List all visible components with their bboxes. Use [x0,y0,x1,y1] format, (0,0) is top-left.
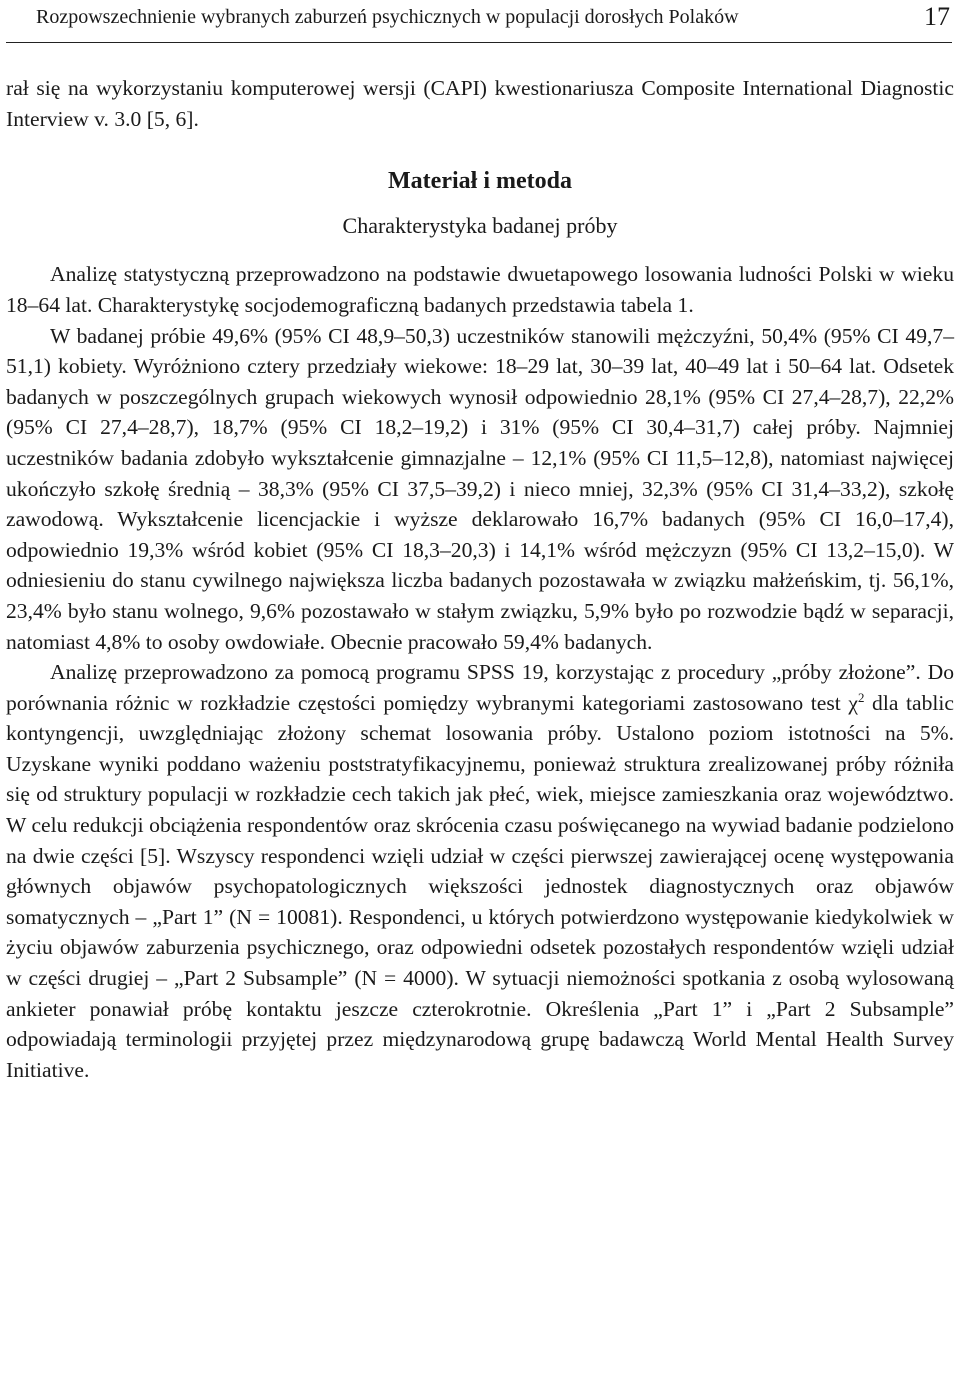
page-body [6,73,954,1085]
paragraph-3-part-a: Analizę przeprowadzono za pomocą programu SPSS 19, korzystając z procedury „próby złożone”. Do porównania różnic w rozkładzie częstości pomiędzy wybranymi kategoriami zastosowano test χ [6,660,954,715]
chi-square-superscript: 2 [857,689,865,705]
intro-paragraph: rał się na wykorzystaniu komputerowej wersji (CAPI) kwestionariusza Composite International Diagnostic Interview v. 3.0 [5, 6]. [6,76,954,131]
paragraph-2: W badanej próbie 49,6% (95% CI 48,9–50,3) uczestników stanowili mężczyźni, 50,4% (95% CI 49,7–51,1) kobiety. Wyróżniono cztery przedziały wiekowe: 18–29 lat, 30–39 lat, 40–49 lat i 50–64 lat. Odsetek badanych w poszczególnych grupach wiekowych wynosił odpowiednio 28,1% (95% CI 27,4–28,7), 22,2% (95% CI 27,4–28,7), 18,7% (95% CI 18,2–19,2) i 31% (95% CI 30,4–31,7) całej próby. Najmniej uczestników badania zdobyło wykształcenie gimnazjalne – 12,1% (95% CI 11,5–12,8), natomiast najwięcej ukończyło szkołę średnią – 38,3% (95% CI 37,5–39,2) i nieco mniej, 32,3% (95% CI 31,4–33,2), szkołę zawodową. Wykształcenie licencjackie i wyższe deklarowało 16,7% badanych (95% CI 16,0–17,4), odpowiednio 19,3% wśród kobiet (95% CI 18,3–20,3) i 14,1% wśród mężczyzn (95% CI 13,2–15,0). W odniesieniu do stanu cywilnego największa liczba badanych pozostawała w związku małżeńskim, tj. 56,1%, 23,4% było stanu wolnego, 9,6% pozostawało w stałym związku, 5,9% było po rozwodzie bądź w separacji, natomiast 4,8% to osoby owdowiałe. Obecnie pracowało 59,4% badanych. [6,323,954,654]
paragraph-1: Analizę statystyczną przeprowadzono na podstawie dwuetapowego losowania ludności Polski w wieku 18–64 lat. Charakterystykę socjodemograficzną badanych przedstawia tabela 1. [6,262,954,317]
paragraph-3 [6,657,954,1085]
running-title: Rozpowszechnienie wybranych zaburzeń psychicznych w populacji dorosłych Polaków [36,6,739,28]
paragraph-3-part-b: dla tablic kontyngencji, uwzględniając złożony schemat losowania próby. Ustalono poziom istotności na 5%. Uzyskane wyniki poddano ważeniu poststratyfikacyjnemu, ponieważ struktura zrealizowanej próby różniła się od struktury populacji w rozkładzie cech takich jak płeć, wiek, miejsce zamieszkania oraz województwo. W celu redukcji obciążenia respondentów oraz skrócenia czasu poświęcanego na wywiad badanie podzielono na dwie części [5]. Wszyscy respondenci wzięli udział w części pierwszej zawierającej ocenę występowania głównych objawów psychopatologicznych większości jednostek diagnostycznych oraz objawów somatycznych – „Part 1” (N = 10081). Respondenci, u których potwierdzono występowanie kiedykolwiek w życiu objawów zaburzenia psychicznego, oraz odpowiedni odsetek pozostałych respondentów wzięli udział w części drugiej – „Part 2 Subsample” (N = 4000). W sytuacji niemożności spotkania z osobą wylosowaną ankieter ponawiał próbę kontaktu jeszcze czterokrotnie. Określenia „Part 1” i „Part 2 Subsample” odpowiadają terminologii przyjętej przez międzynarodową grupę badawczą World Mental Health Survey Initiative. [6,690,954,1082]
running-header [6,0,952,43]
section-title: Materiał i metoda [388,168,572,195]
page-number: 17 [924,2,950,31]
subsection-title: Charakterystyka badanej próby [342,212,618,238]
